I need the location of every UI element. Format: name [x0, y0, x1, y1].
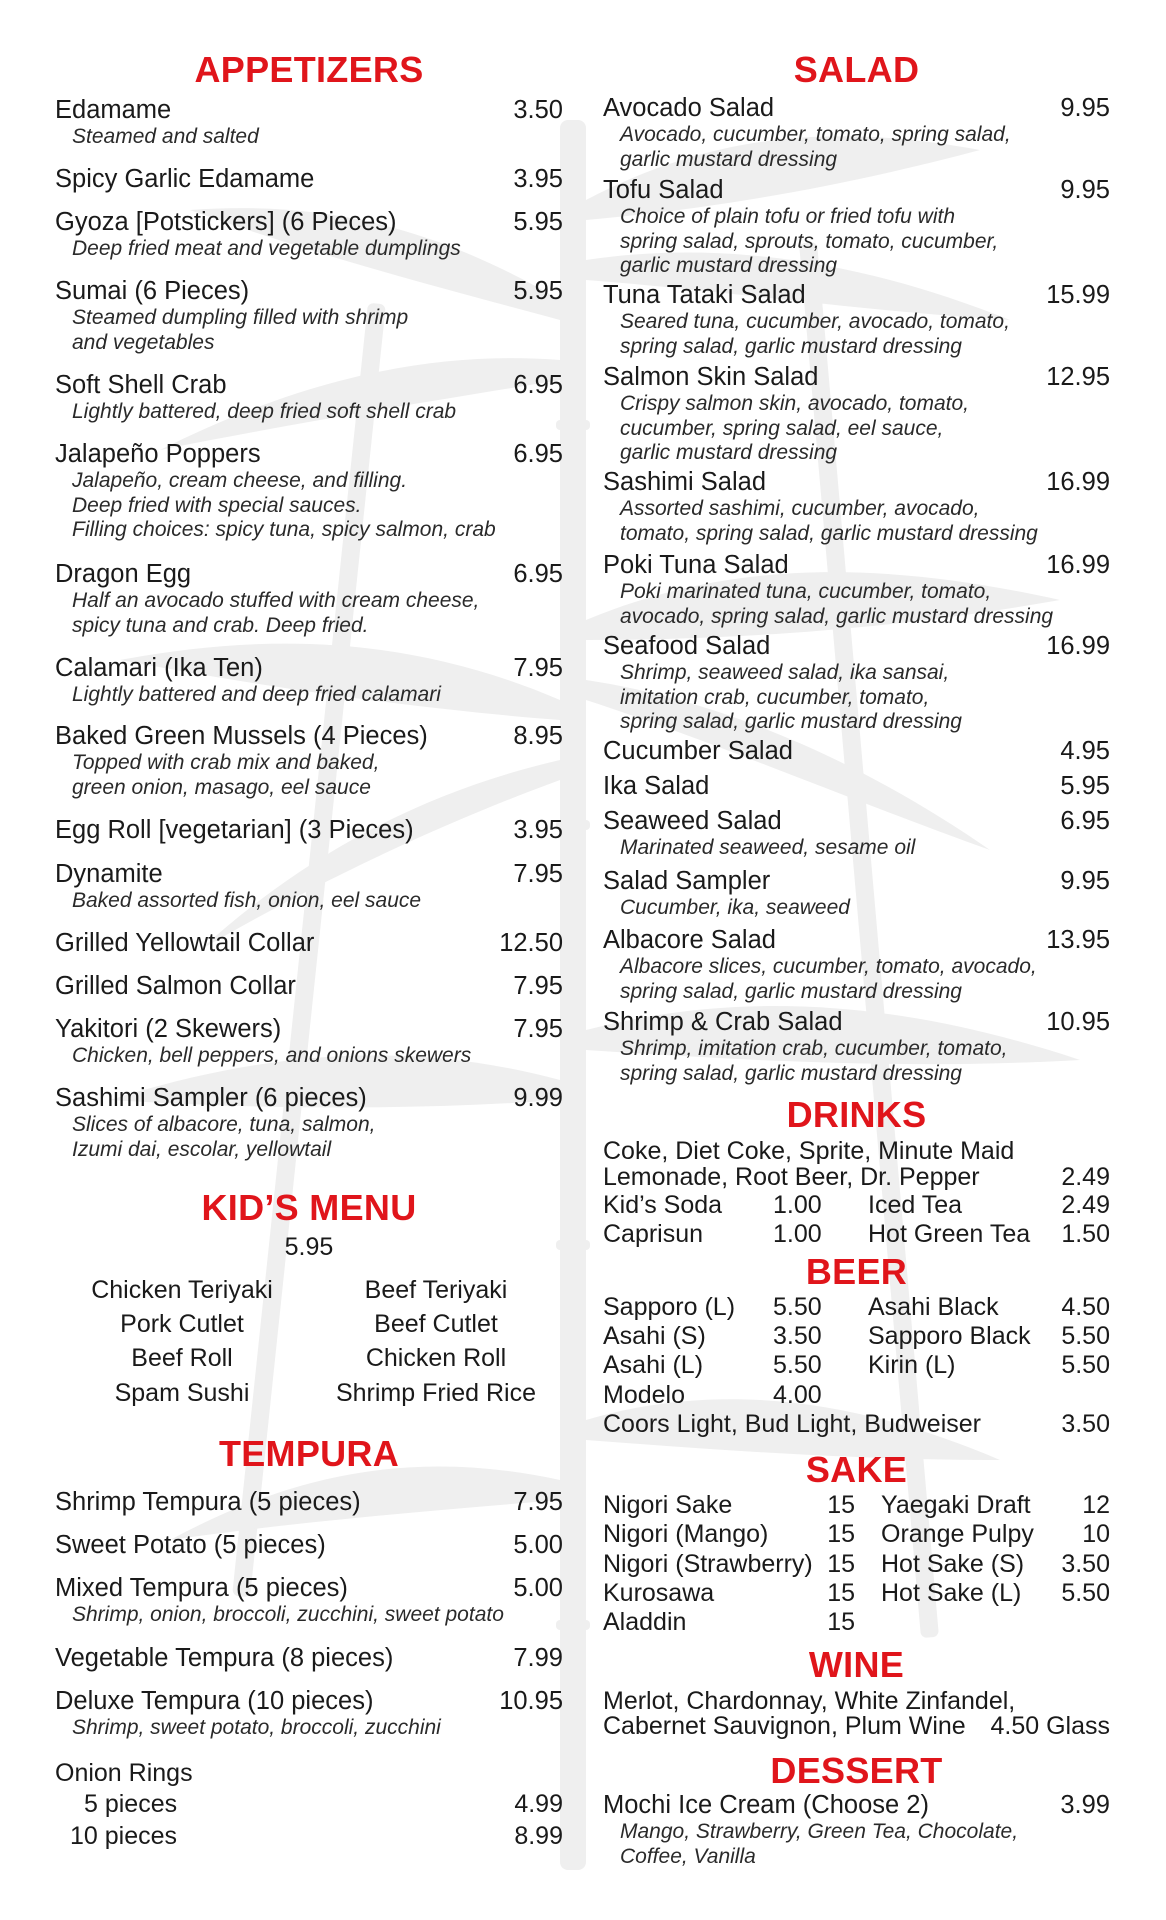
menu-item — [55, 207, 563, 262]
item-row — [55, 276, 563, 306]
beer-price: 3.50 — [1061, 1410, 1110, 1438]
item-price: 5.95 — [1060, 772, 1110, 800]
menu-item — [55, 439, 563, 543]
item-price: 3.50 — [513, 96, 563, 124]
kids-menu-item: Beef Teriyaki — [364, 1276, 508, 1304]
item-name: Seafood Salad — [603, 632, 771, 660]
item-name: Vegetable Tempura (8 pieces) — [55, 1644, 394, 1672]
item-price: 9.99 — [513, 1084, 563, 1112]
item-name: Albacore Salad — [603, 926, 776, 954]
item-name: Mixed Tempura (5 pieces) — [55, 1574, 348, 1602]
menu-item — [603, 1007, 1110, 1086]
sake-price: 10 — [1082, 1520, 1110, 1548]
sake-name: Hot Sake (L) — [881, 1579, 1022, 1607]
sake-name: Orange Pulpy — [881, 1520, 1034, 1548]
item-price: 10.95 — [499, 1687, 563, 1715]
drink-price: 1.50 — [1061, 1220, 1110, 1248]
beer-heading: BEER — [805, 1251, 908, 1292]
kids-menu-item: Chicken Teriyaki — [91, 1276, 273, 1304]
wine-line: Cabernet Sauvignon, Plum Wine — [603, 1712, 966, 1740]
item-row — [603, 925, 1110, 955]
item-description: Jalapeño, cream cheese, and filling. Deep fried with special sauces. Filling choices: spicy tuna, spicy salmon, crab — [72, 469, 496, 541]
item-price: 3.99 — [1060, 1791, 1110, 1819]
kids-menu-item: Chicken Roll — [365, 1344, 507, 1372]
sake-name: Aladdin — [603, 1608, 687, 1636]
wine-heading: WINE — [808, 1644, 905, 1685]
item-row — [603, 550, 1110, 580]
beer-price: 5.50 — [773, 1293, 822, 1321]
item-description: Shrimp, onion, broccoli, zucchini, sweet potato — [72, 1603, 504, 1626]
menu-item — [603, 771, 1110, 801]
kids-menu-item: Spam Sushi — [114, 1379, 250, 1407]
menu-item — [55, 370, 563, 425]
item-row — [603, 806, 1110, 836]
menu-item — [55, 859, 563, 914]
menu-item — [603, 280, 1110, 359]
item-name: Jalapeño Poppers — [55, 440, 261, 468]
item-row — [603, 175, 1110, 205]
item-description: Shrimp, imitation crab, cucumber, tomato, spring salad, garlic mustard dressing — [620, 1037, 1008, 1085]
item-description: Cucumber, ika, seaweed — [620, 896, 850, 919]
item-name: Grilled Yellowtail Collar — [55, 929, 315, 957]
item-name: Tuna Tataki Salad — [603, 281, 806, 309]
item-name: Salmon Skin Salad — [603, 363, 819, 391]
item-description: Steamed and salted — [72, 125, 259, 148]
menu-item — [55, 1530, 563, 1560]
menu-item — [55, 721, 563, 800]
item-row — [55, 971, 563, 1001]
item-name: Baked Green Mussels (4 Pieces) — [55, 722, 428, 750]
item-price: 13.95 — [1046, 926, 1110, 954]
drinks-heading: DRINKS — [786, 1094, 927, 1135]
sake-price: 3.50 — [1061, 1550, 1110, 1578]
sake-name: Hot Sake (S) — [881, 1550, 1025, 1578]
item-price: 7.95 — [513, 1015, 563, 1043]
sodas-line: Lemonade, Root Beer, Dr. Pepper — [603, 1163, 980, 1191]
item-description: Half an avocado stuffed with cream cheese, spicy tuna and crab. Deep fried. — [72, 589, 480, 637]
menu-item — [55, 1643, 563, 1673]
menu-item — [603, 736, 1110, 766]
item-price: 6.95 — [513, 371, 563, 399]
item-row — [603, 736, 1110, 766]
item-row — [55, 95, 563, 125]
item-name: Dragon Egg — [55, 560, 192, 588]
item-name: Mochi Ice Cream (Choose 2) — [603, 1791, 929, 1819]
item-name: Shrimp Tempura (5 pieces) — [55, 1488, 361, 1516]
item-price: 7.95 — [513, 972, 563, 1000]
sake-price: 12 — [1082, 1491, 1110, 1519]
item-row — [603, 467, 1110, 497]
item-name: Sweet Potato (5 pieces) — [55, 1531, 326, 1559]
item-row — [55, 1686, 563, 1716]
dessert-heading: DESSERT — [770, 1750, 943, 1791]
item-name: Avocado Salad — [603, 94, 775, 122]
item-price: 16.99 — [1046, 551, 1110, 579]
item-name: Ika Salad — [603, 772, 710, 800]
kids-menu-heading: KID’S MENU — [201, 1187, 417, 1228]
item-row — [603, 93, 1110, 123]
item-row — [603, 866, 1110, 896]
item-row — [603, 771, 1110, 801]
item-row — [55, 1573, 563, 1603]
item-price: 5.00 — [513, 1531, 563, 1559]
item-price: 5.95 — [513, 277, 563, 305]
item-name: Spicy Garlic Edamame — [55, 165, 315, 193]
item-description: Albacore slices, cucumber, tomato, avocado, spring salad, garlic mustard dressing — [620, 955, 1037, 1003]
item-row — [55, 928, 563, 958]
menu-item — [55, 653, 563, 708]
menu-item — [603, 866, 1110, 921]
sake-name: Kurosawa — [603, 1579, 715, 1607]
item-name: Egg Roll [vegetarian] (3 Pieces) — [55, 816, 414, 844]
beer-price: 3.50 — [773, 1322, 822, 1350]
beer-name: Sapporo (L) — [603, 1293, 736, 1321]
item-row — [55, 439, 563, 469]
beer-name: Sapporo Black — [868, 1322, 1031, 1350]
sake-name: Nigori (Strawberry) — [603, 1550, 813, 1578]
item-description: Shrimp, sweet potato, broccoli, zucchini — [72, 1716, 441, 1739]
item-row — [55, 1083, 563, 1113]
item-name: Sashimi Sampler (6 pieces) — [55, 1084, 367, 1112]
item-name: Dynamite — [55, 860, 163, 888]
item-row — [55, 815, 563, 845]
item-price: 6.95 — [513, 560, 563, 588]
menu-item — [603, 467, 1110, 546]
menu-item — [603, 806, 1110, 861]
item-description: Poki marinated tuna, cucumber, tomato, avocado, spring salad, garlic mustard dressing — [620, 580, 1054, 628]
drink-price: 1.00 — [773, 1220, 822, 1248]
item-description: Slices of albacore, tuna, salmon, Izumi dai, escolar, yellowtail — [72, 1113, 376, 1161]
item-price: 5.95 — [513, 208, 563, 236]
item-price: 12.95 — [1046, 363, 1110, 391]
beer-price: 4.50 — [1061, 1293, 1110, 1321]
sake-name: Yaegaki Draft — [881, 1491, 1031, 1519]
menu-item — [55, 815, 563, 845]
item-row — [55, 1014, 563, 1044]
item-price: 16.99 — [1046, 632, 1110, 660]
beer-name: Coors Light, Bud Light, Budweiser — [603, 1410, 981, 1438]
menu-item — [603, 631, 1110, 735]
menu-item — [55, 1014, 563, 1069]
item-description: Seared tuna, cucumber, avocado, tomato, spring salad, garlic mustard dressing — [620, 310, 1010, 358]
appetizers-heading: APPETIZERS — [194, 49, 424, 90]
wine-price: 4.50 Glass — [990, 1712, 1110, 1740]
drink-price: 1.00 — [773, 1191, 822, 1219]
item-price: 6.95 — [1060, 807, 1110, 835]
item-name: Deluxe Tempura (10 pieces) — [55, 1687, 374, 1715]
item-price: 10.95 — [1046, 1008, 1110, 1036]
item-price: 7.95 — [513, 654, 563, 682]
item-description: Lightly battered and deep fried calamari — [72, 683, 441, 706]
beer-price: 5.50 — [1061, 1351, 1110, 1379]
onion-rings-option-price: 8.99 — [514, 1822, 563, 1850]
item-name: Edamame — [55, 96, 172, 124]
sodas-price: 2.49 — [1061, 1163, 1110, 1191]
sodas-line: Coke, Diet Coke, Sprite, Minute Maid — [603, 1137, 1015, 1165]
item-name: Cucumber Salad — [603, 737, 793, 765]
beer-price: 4.00 — [773, 1381, 822, 1409]
menu-item — [55, 559, 563, 638]
item-row — [55, 207, 563, 237]
item-description: Lightly battered, deep fried soft shell crab — [72, 400, 457, 423]
drink-name: Kid’s Soda — [603, 1191, 723, 1219]
item-price: 12.50 — [499, 929, 563, 957]
onion-rings-option-price: 4.99 — [514, 1790, 563, 1818]
beer-price: 5.50 — [773, 1351, 822, 1379]
menu-item — [55, 928, 563, 958]
menu-item — [55, 971, 563, 1001]
kids-menu-price: 5.95 — [284, 1233, 334, 1261]
menu-item — [603, 175, 1110, 279]
item-price: 5.00 — [513, 1574, 563, 1602]
sake-price: 15 — [827, 1608, 855, 1636]
kids-menu-item: Pork Cutlet — [120, 1310, 244, 1338]
item-description: Crispy salmon skin, avocado, tomato, cucumber, spring salad, eel sauce, garlic mustard dressing — [620, 392, 969, 464]
item-row — [55, 1643, 563, 1673]
sake-price: 15 — [827, 1520, 855, 1548]
item-description: Assorted sashimi, cucumber, avocado, tomato, spring salad, garlic mustard dressing — [620, 497, 1038, 545]
item-price: 15.99 — [1046, 281, 1110, 309]
menu-item — [55, 95, 563, 150]
item-price: 16.99 — [1046, 468, 1110, 496]
item-name: Yakitori (2 Skewers) — [55, 1015, 282, 1043]
item-description: Steamed dumpling filled with shrimp and vegetables — [72, 306, 409, 354]
menu-item — [55, 1487, 563, 1517]
sake-price: 5.50 — [1061, 1579, 1110, 1607]
item-name: Sashimi Salad — [603, 468, 766, 496]
sake-price: 15 — [827, 1550, 855, 1578]
item-name: Shrimp & Crab Salad — [603, 1008, 843, 1036]
item-name: Sumai (6 Pieces) — [55, 277, 250, 305]
menu-item — [603, 550, 1110, 629]
menu-item — [55, 1083, 563, 1162]
item-price: 3.95 — [513, 165, 563, 193]
menu-item — [55, 1573, 563, 1628]
item-name: Seaweed Salad — [603, 807, 782, 835]
kids-menu-item: Beef Roll — [131, 1344, 233, 1372]
onion-rings-label: Onion Rings — [55, 1759, 193, 1787]
item-price: 9.95 — [1060, 94, 1110, 122]
item-row — [603, 631, 1110, 661]
item-description: Deep fried meat and vegetable dumplings — [72, 237, 461, 260]
item-row — [55, 164, 563, 194]
item-description: Chicken, bell peppers, and onions skewers — [72, 1044, 472, 1067]
item-price: 3.95 — [513, 816, 563, 844]
item-row — [55, 370, 563, 400]
tempura-heading: TEMPURA — [218, 1433, 400, 1474]
sake-price: 15 — [827, 1491, 855, 1519]
drink-name: Iced Tea — [868, 1191, 963, 1219]
item-price: 9.95 — [1060, 176, 1110, 204]
beer-name: Kirin (L) — [868, 1351, 956, 1379]
item-price: 6.95 — [513, 440, 563, 468]
item-name: Gyoza [Potstickers] (6 Pieces) — [55, 208, 397, 236]
item-row — [55, 559, 563, 589]
item-price: 4.95 — [1060, 737, 1110, 765]
menu-item — [603, 925, 1110, 1004]
item-description: Topped with crab mix and baked, green onion, masago, eel sauce — [72, 751, 380, 799]
sake-price: 15 — [827, 1579, 855, 1607]
item-price: 9.95 — [1060, 867, 1110, 895]
drink-price: 2.49 — [1061, 1191, 1110, 1219]
menu-item — [55, 276, 563, 355]
kids-menu-item: Shrimp Fried Rice — [335, 1379, 537, 1407]
item-row — [55, 721, 563, 751]
item-description: Avocado, cucumber, tomato, spring salad, garlic mustard dressing — [620, 123, 1011, 171]
item-name: Calamari (Ika Ten) — [55, 654, 263, 682]
drink-name: Hot Green Tea — [868, 1220, 1031, 1248]
item-name: Grilled Salmon Collar — [55, 972, 296, 1000]
kids-menu-item: Beef Cutlet — [374, 1310, 498, 1338]
item-row — [603, 362, 1110, 392]
beer-price: 5.50 — [1061, 1322, 1110, 1350]
item-price: 7.95 — [513, 860, 563, 888]
item-name: Soft Shell Crab — [55, 371, 227, 399]
sake-name: Nigori Sake — [603, 1491, 733, 1519]
item-price: 7.95 — [513, 1488, 563, 1516]
item-row — [55, 1487, 563, 1517]
item-price: 7.99 — [513, 1644, 563, 1672]
sake-heading: SAKE — [805, 1449, 908, 1490]
menu-item — [603, 93, 1110, 172]
item-description: Marinated seaweed, sesame oil — [620, 836, 916, 859]
item-price: 8.95 — [513, 722, 563, 750]
item-name: Tofu Salad — [603, 176, 724, 204]
item-row — [603, 280, 1110, 310]
item-row — [55, 653, 563, 683]
item-description: Baked assorted fish, onion, eel sauce — [72, 889, 422, 912]
item-description: Mango, Strawberry, Green Tea, Chocolate, Coffee, Vanilla — [620, 1820, 1019, 1868]
onion-rings-option-label: 5 pieces — [84, 1790, 178, 1818]
sake-name: Nigori (Mango) — [603, 1520, 769, 1548]
item-name: Salad Sampler — [603, 867, 771, 895]
menu-item — [603, 1790, 1110, 1869]
beer-name: Asahi (L) — [603, 1351, 704, 1379]
salad-heading: SALAD — [793, 49, 920, 90]
item-name: Poki Tuna Salad — [603, 551, 789, 579]
drink-name: Caprisun — [603, 1220, 704, 1248]
onion-rings-option-label: 10 pieces — [70, 1822, 178, 1850]
item-row — [55, 1530, 563, 1560]
menu-item — [55, 1686, 563, 1741]
item-description: Choice of plain tofu or fried tofu with spring salad, sprouts, tomato, cucumber, garlic mustard dressing — [620, 205, 999, 277]
beer-name: Asahi (S) — [603, 1322, 706, 1350]
item-row — [603, 1007, 1110, 1037]
menu-item — [55, 164, 563, 194]
wine-line: Merlot, Chardonnay, White Zinfandel, — [603, 1687, 1016, 1715]
item-row — [55, 859, 563, 889]
beer-name: Asahi Black — [868, 1293, 999, 1321]
item-description: Shrimp, seaweed salad, ika sansai, imitation crab, cucumber, tomato, spring salad, garlic mustard dressing — [620, 661, 962, 733]
menu-item — [603, 362, 1110, 466]
beer-name: Modelo — [603, 1381, 685, 1409]
